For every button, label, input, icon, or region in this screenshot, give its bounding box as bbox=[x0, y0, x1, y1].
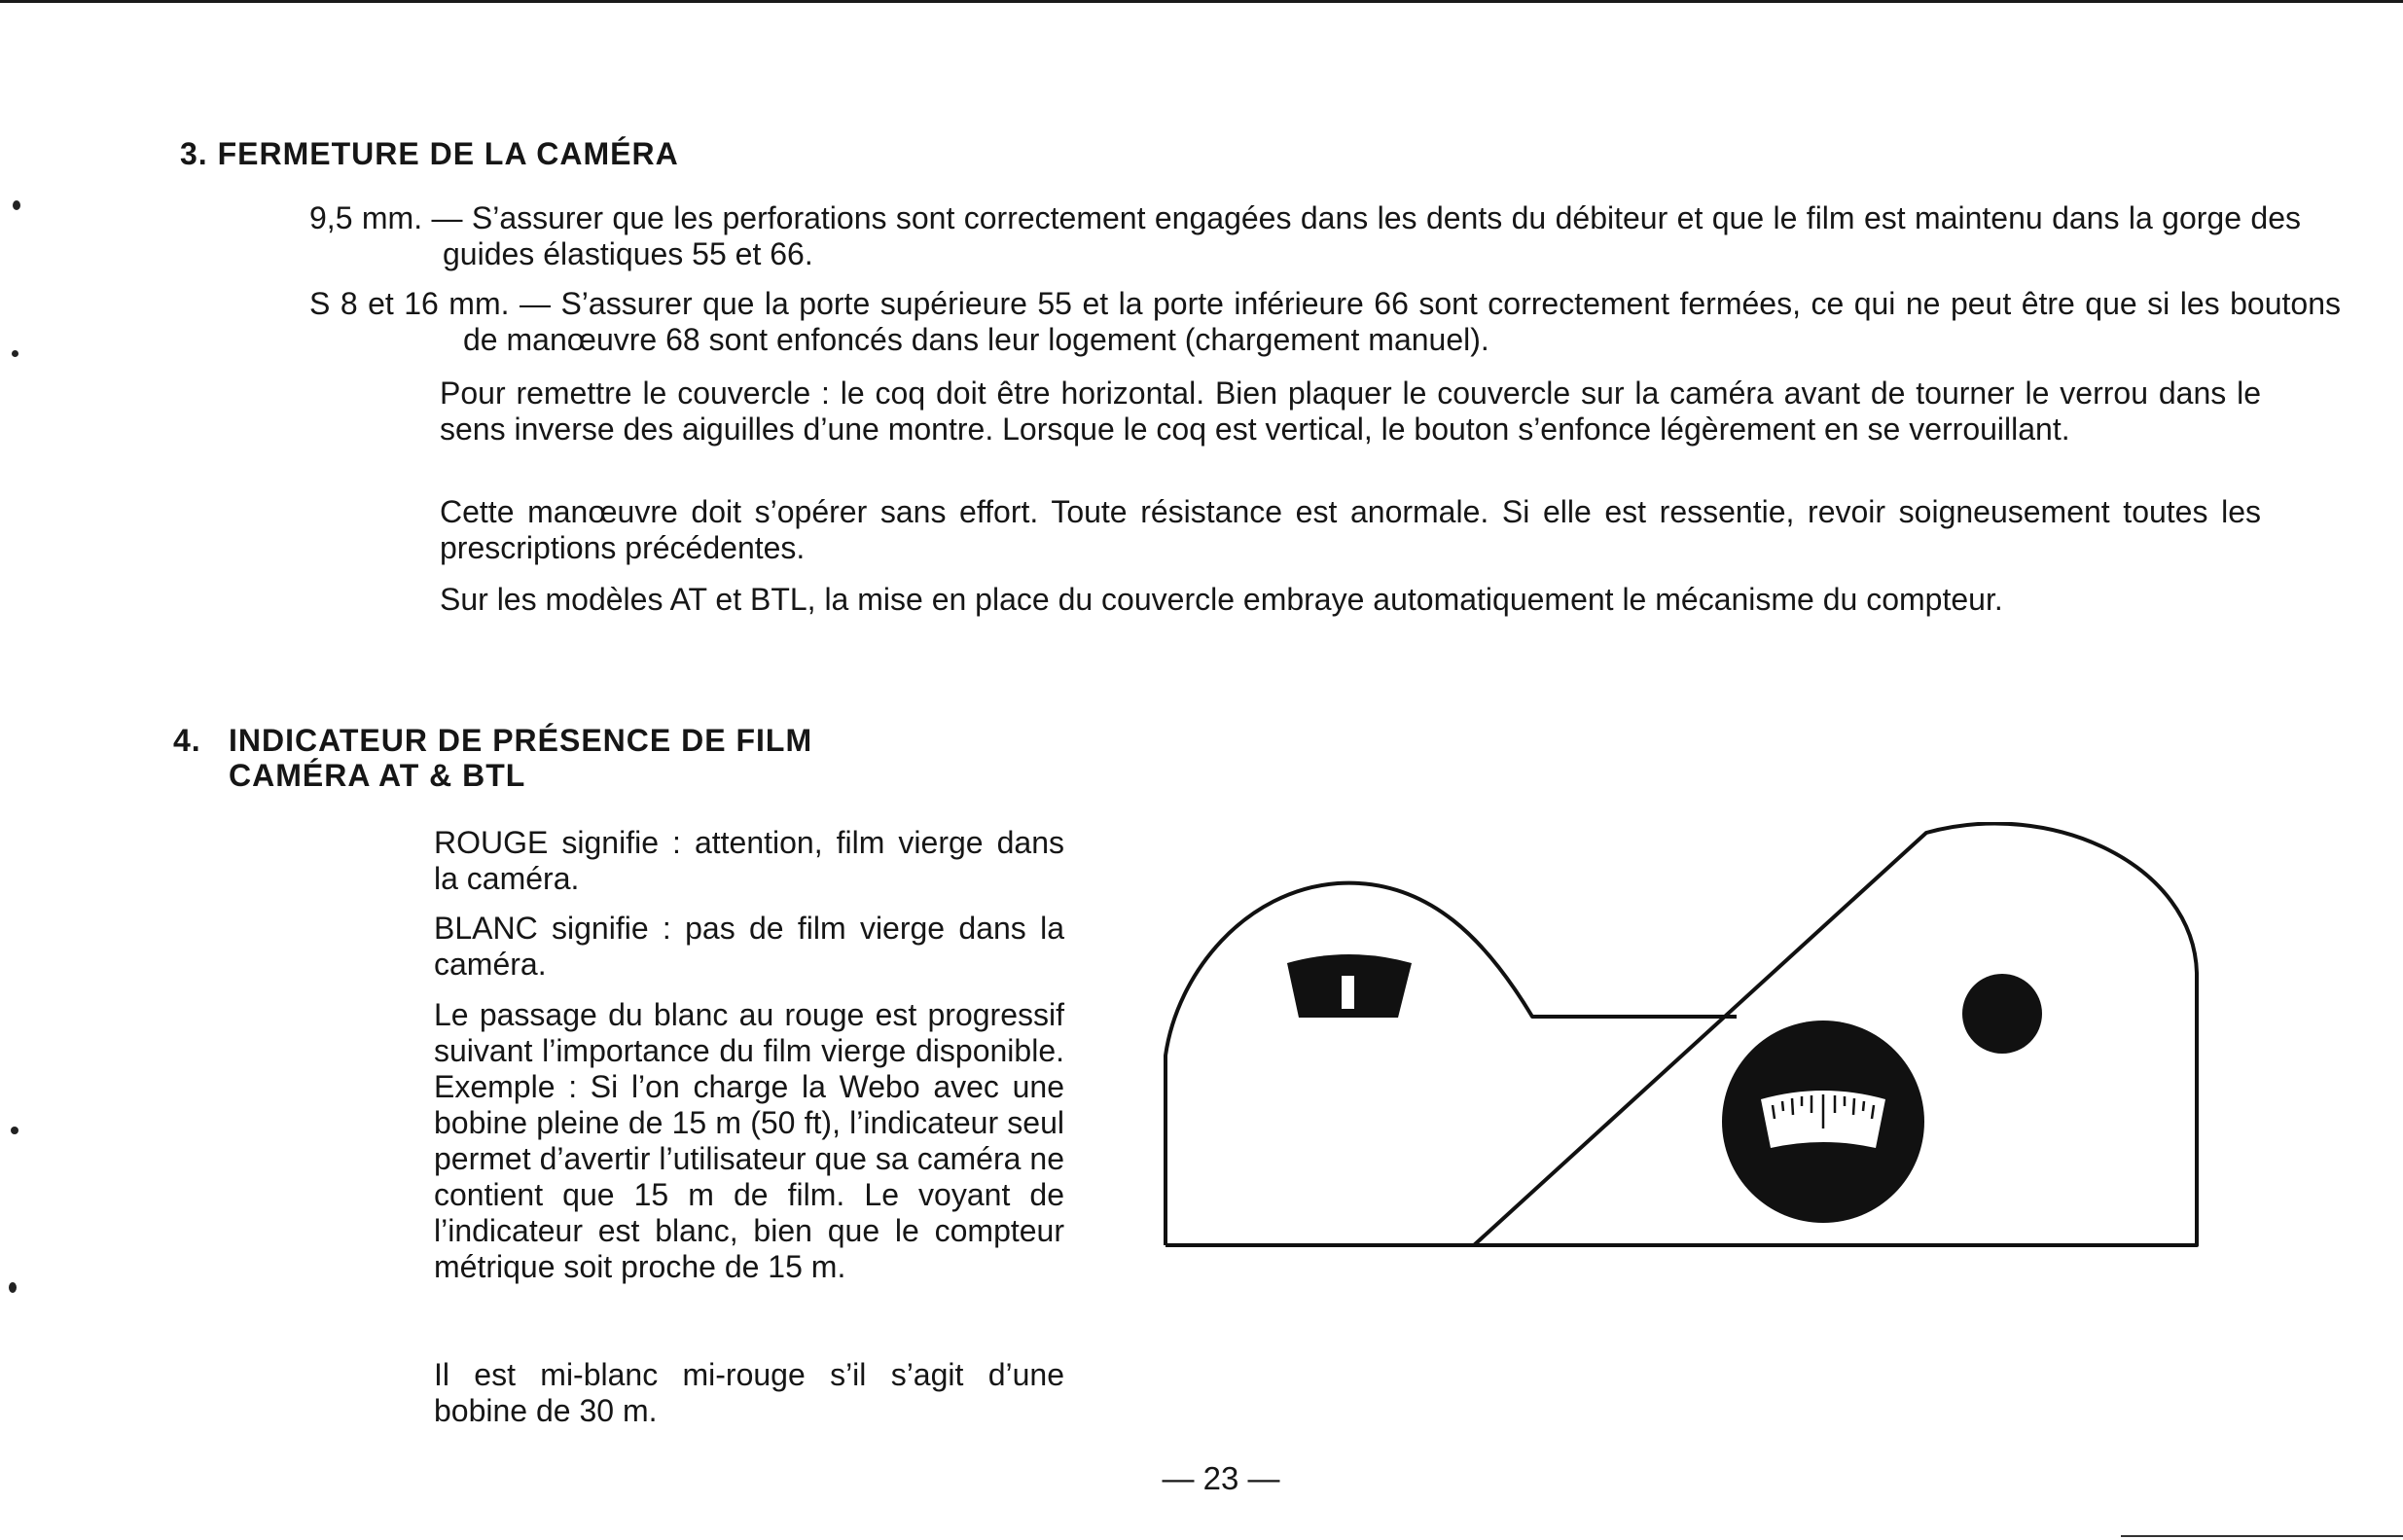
paragraph-blanc: BLANC signifie : pas de film vierge dans la caméra. bbox=[434, 911, 1064, 982]
bottom-edge-rule bbox=[2121, 1535, 2403, 1537]
paragraph-manoeuvre: Cette manœuvre doit s’opérer sans effort. Toute résistance est anormale. Si elle est ressentie, revoir soigneusement toutes les prescriptions précédentes. bbox=[440, 494, 2261, 565]
margin-mark bbox=[13, 200, 20, 210]
lens-dot-icon bbox=[1962, 974, 2042, 1054]
margin-mark bbox=[11, 1127, 18, 1134]
paragraph-passage: Le passage du blanc au rouge est progressif suivant l’importance du film vierge disponible. Exemple : Si l’on charge la Webo avec une bobine pleine de 15 m (50 ft), l’indicateur seul permet d’avertir l’utilisateur que sa caméra ne contient que 15 m de film. Le voyant de l’indicateur est blanc, bien que le compteur métrique soit proche de 15 m. bbox=[434, 997, 1064, 1284]
paragraph-s8-16mm: S 8 et 16 mm. — S’assurer que la porte supérieure 55 et la porte inférieure 66 sont correctement fermées, ce qui ne peut être que si les boutons de manœuvre 68 sont enfoncés dans leur logement (chargement manuel). bbox=[309, 286, 2341, 357]
section-3-heading: 3. FERMETURE DE LA CAMÉRA bbox=[180, 136, 679, 171]
camera-body-outline bbox=[1166, 883, 1737, 1245]
paragraph-couvercle: Pour remettre le couvercle : le coq doit être horizontal. Bien plaquer le couvercle sur la caméra avant de tourner le verrou dans le sens inverse des aiguilles d’une montre. Lorsque le coq est vertical, le bouton s’enfonce légèrement en se verrouillant. bbox=[440, 376, 2261, 447]
camera-illustration bbox=[1153, 822, 2213, 1265]
paragraph-mixte: Il est mi-blanc mi-rouge s’il s’agit d’une bobine de 30 m. bbox=[434, 1357, 1064, 1428]
viewfinder-slot bbox=[1342, 976, 1354, 1009]
paragraph-rouge: ROUGE signifie : attention, film vierge dans la caméra. bbox=[434, 825, 1064, 896]
top-border-rule bbox=[0, 0, 2403, 3]
paragraph-modeles: Sur les modèles AT et BTL, la mise en place du couvercle embraye automatiquement le mécanisme du compteur. bbox=[440, 582, 2003, 617]
section-4-title-line2: CAMÉRA AT & BTL bbox=[229, 758, 526, 793]
margin-mark bbox=[9, 1282, 17, 1293]
section-4-title-line1: INDICATEUR DE PRÉSENCE DE FILM bbox=[229, 723, 813, 758]
page-number: — 23 — bbox=[1162, 1460, 1280, 1496]
margin-mark bbox=[12, 350, 18, 357]
section-4-heading bbox=[173, 723, 812, 793]
paragraph-9-5mm: 9,5 mm. — S’assurer que les perforations sont correctement engagées dans les dents du débiteur et que le film est maintenu dans la gorge des guides élastiques 55 et 66. bbox=[309, 200, 2301, 271]
section-4-number: 4. bbox=[173, 723, 201, 758]
